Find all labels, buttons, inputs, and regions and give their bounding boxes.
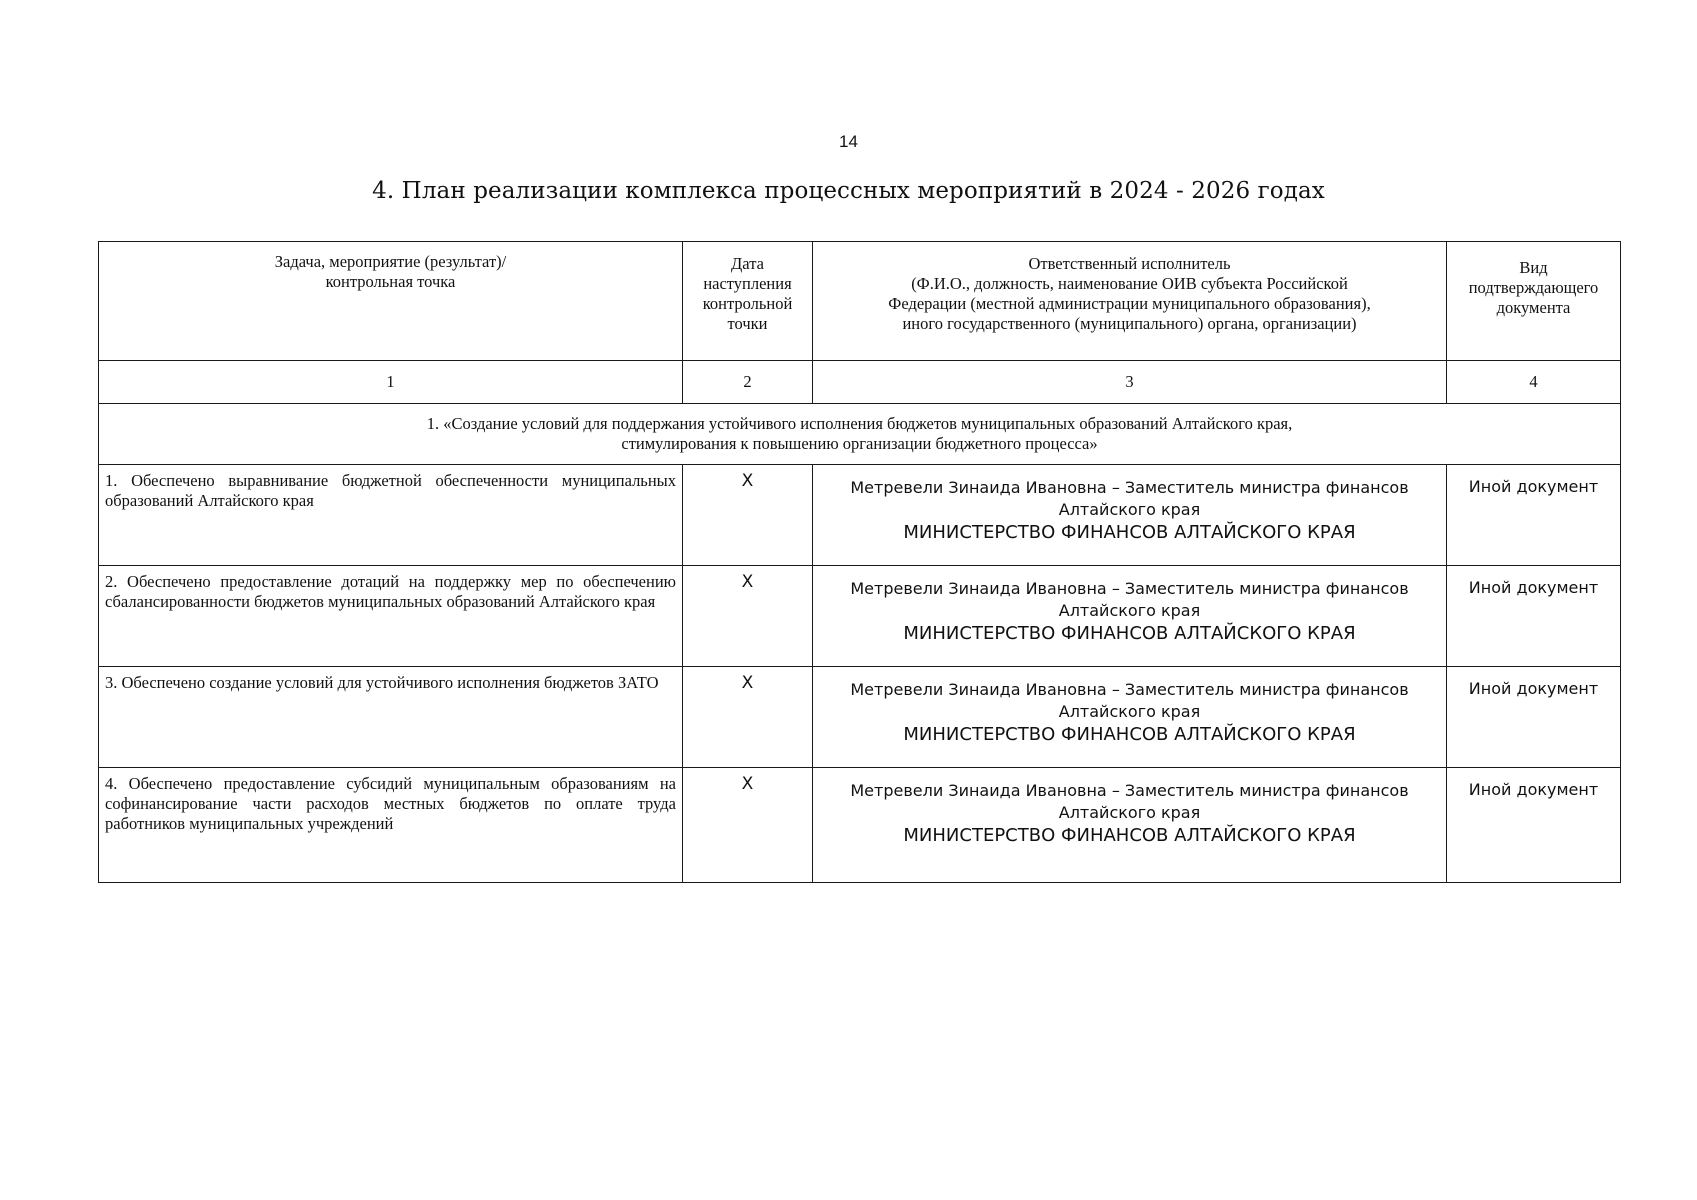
header-date: Дата наступления контрольной точки (683, 242, 813, 361)
section-title: 1. «Создание условий для поддержания устойчивого исполнения бюджетов муниципальных образований Алтайского края, стимулирования к повышению организации бюджетного процесса» (99, 404, 1621, 465)
task-cell: 2. Обеспечено предоставление дотаций на поддержку мер по обеспечению сбалансированности бюджетов муниципальных образований Алтайского края (99, 566, 683, 667)
responsible-organization: МИНИСТЕРСТВО ФИНАНСОВ АЛТАЙСКОГО КРАЯ (903, 724, 1356, 745)
page-title: 4. План реализации комплекса процессных мероприятий в 2024 - 2026 годах (372, 178, 1325, 204)
table-row (99, 667, 1621, 768)
responsible-organization: МИНИСТЕРСТВО ФИНАНСОВ АЛТАЙСКОГО КРАЯ (903, 825, 1356, 846)
header-responsible: Ответственный исполнитель (Ф.И.О., должность, наименование ОИВ субъекта Российской Федерации (местной администрации муниципального образования), иного государственного (муниципального) органа, организации) (813, 242, 1447, 361)
page-number: 14 (839, 132, 858, 151)
task-cell: 1. Обеспечено выравнивание бюджетной обеспеченности муниципальных образований Алтайского края (99, 465, 683, 566)
table-row (99, 465, 1621, 566)
header-row (99, 242, 1621, 361)
responsible-organization: МИНИСТЕРСТВО ФИНАНСОВ АЛТАЙСКОГО КРАЯ (903, 623, 1356, 644)
document-type-cell: Иной документ (1447, 465, 1621, 566)
header-document: Вид подтверждающего документа (1447, 242, 1621, 361)
responsible-cell (813, 465, 1447, 566)
responsible-person: Метревели Зинаида Ивановна – Заместитель министра финансов Алтайского края (850, 579, 1409, 620)
responsible-cell (813, 566, 1447, 667)
column-number: 2 (683, 361, 813, 404)
responsible-person: Метревели Зинаида Ивановна – Заместитель министра финансов Алтайского края (850, 781, 1409, 822)
responsible-person: Метревели Зинаида Ивановна – Заместитель министра финансов Алтайского края (850, 478, 1409, 519)
responsible-cell (813, 667, 1447, 768)
section-row (99, 404, 1621, 465)
column-number: 4 (1447, 361, 1621, 404)
column-number: 1 (99, 361, 683, 404)
date-cell: Х (683, 667, 813, 768)
task-cell: 3. Обеспечено создание условий для устойчивого исполнения бюджетов ЗАТО (99, 667, 683, 768)
responsible-cell (813, 768, 1447, 883)
plan-table (98, 241, 1621, 883)
date-cell: Х (683, 566, 813, 667)
responsible-person: Метревели Зинаида Ивановна – Заместитель министра финансов Алтайского края (850, 680, 1409, 721)
document-type-cell: Иной документ (1447, 768, 1621, 883)
date-cell: Х (683, 465, 813, 566)
document-type-cell: Иной документ (1447, 566, 1621, 667)
header-task: Задача, мероприятие (результат)/ контрольная точка (99, 242, 683, 361)
table-row (99, 566, 1621, 667)
date-cell: Х (683, 768, 813, 883)
task-cell: 4. Обеспечено предоставление субсидий муниципальным образованиям на софинансирование части расходов местных бюджетов по оплате труда работников муниципальных учреждений (99, 768, 683, 883)
responsible-organization: МИНИСТЕРСТВО ФИНАНСОВ АЛТАЙСКОГО КРАЯ (903, 522, 1356, 543)
table-row (99, 768, 1621, 883)
document-type-cell: Иной документ (1447, 667, 1621, 768)
column-numbers-row (99, 361, 1621, 404)
column-number: 3 (813, 361, 1447, 404)
